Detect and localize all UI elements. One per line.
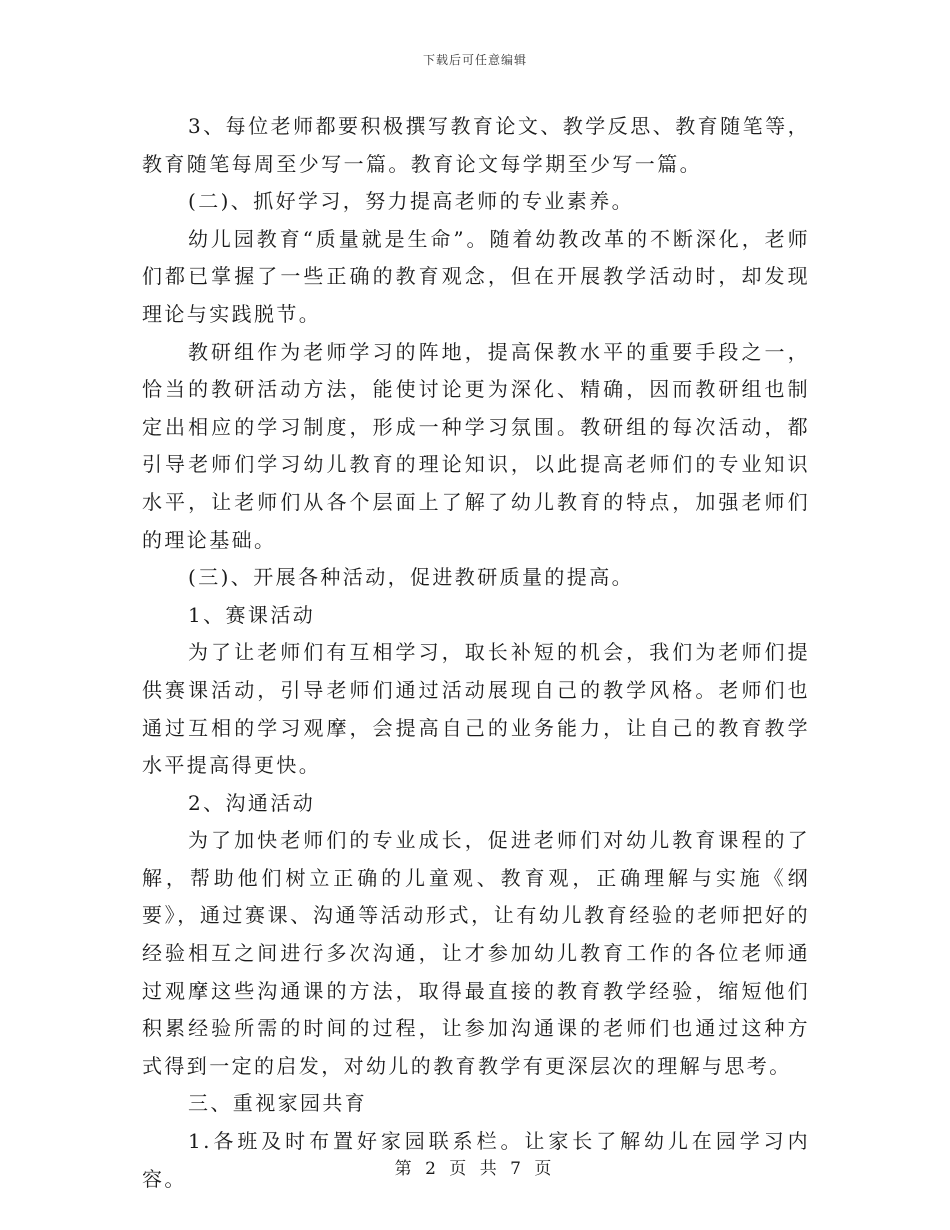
section-heading-home-school: 三、重视家园共育 xyxy=(188,1091,368,1116)
subheading-communication: 2、沟通活动 xyxy=(188,790,316,815)
subheading-competition: 1、赛课活动 xyxy=(188,602,316,627)
page-header: 下载后可任意编辑 xyxy=(422,53,527,67)
paragraph-quality-life: 幼儿园教育“质量就是生命”。随着幼教改革的不断深化，老师们都已掌握了一些正确的教育观念，但在开展教学活动时，却发现理论与实践脱节。 xyxy=(142,226,810,326)
document-body xyxy=(142,108,810,1198)
paragraph-communication: 为了加快老师们的专业成长，促进老师们对幼儿教育课程的了解，帮助他们树立正确的儿童观、教育观，正确理解与实施《纲要》，通过赛课、沟通等活动形式，让有幼儿教育经验的老师把好的经验相互之间进行多次沟通，让才参加幼儿教育工作的各位老师通过观摩这些沟通课的方法，取得最直接的教育教学经验，缩短他们积累经验所需的时间的过程，让参加沟通课的老师们也通过这种方式得到一定的启发，对幼儿的教育教学有更深层次的理解与思考。 xyxy=(142,828,810,1078)
paragraph-contact-board: 1.各班及时布置好家园联系栏。让家长了解幼儿在园学习内容。 xyxy=(142,1129,810,1191)
paragraph-research-group: 教研组作为老师学习的阵地，提高保教水平的重要手段之一，恰当的教研活动方法，能使讨论更为深化、精确，因而教研组也制定出相应的学习制度，形成一种学习氛围。教研组的每次活动，都引导老师们学习幼儿教育的理论知识，以此提高老师们的专业知识水平，让老师们从各个层面上了解了幼儿教育的特点，加强老师们的理论基础。 xyxy=(142,339,810,552)
paragraph-competition: 为了让老师们有互相学习，取长补短的机会，我们为老师们提供赛课活动，引导老师们通过活动展现自己的教学风格。老师们也通过互相的学习观摩，会提高自己的业务能力，让自己的教育教学水平提高得更快。 xyxy=(142,640,810,778)
paragraph-essay-requirement: 3、每位老师都要积极撰写教育论文、教学反思、教育随笔等，教育随笔每周至少写一篇。教育论文每学期至少写一篇。 xyxy=(142,114,810,176)
section-heading-activities: (三)、开展各种活动，促进教研质量的提高。 xyxy=(188,565,635,590)
page-number: 第 2 页 共 7 页 xyxy=(394,1159,556,1179)
section-heading-study: (二)、抓好学习，努力提高老师的专业素养。 xyxy=(188,189,635,214)
